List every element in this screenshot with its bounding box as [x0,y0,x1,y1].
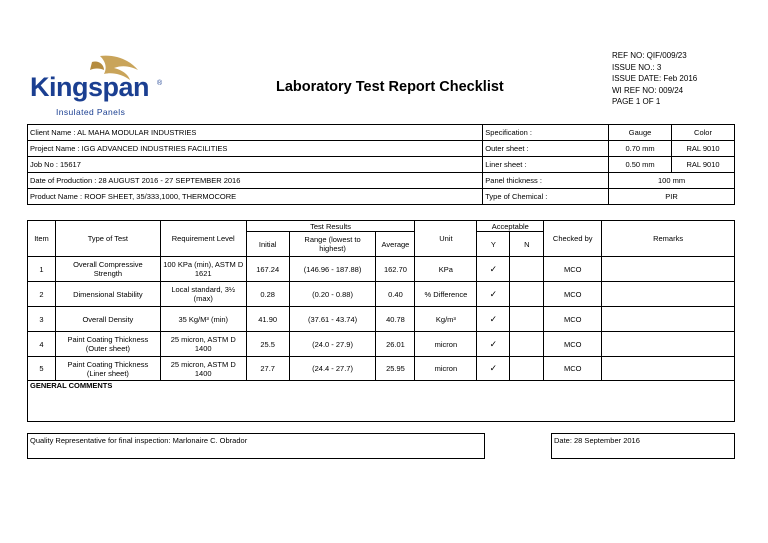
general-comments-box[interactable] [27,380,735,422]
row-type: Paint Coating Thickness (Liner sheet) [55,357,160,381]
row-type: Overall Compressive Strength [55,257,160,282]
panel-thickness-label: Panel thickness : [483,173,609,189]
row-initial: 0.28 [246,282,289,307]
liner-color: RAL 9010 [672,157,735,173]
product-name: Product Name : ROOF SHEET, 35/333,1000, THERMOCORE [28,189,483,205]
job-no: Job No : 15617 [28,157,483,173]
brand-tagline: Insulated Panels [56,107,126,117]
header-unit: Unit [415,221,477,257]
liner-sheet-label: Liner sheet : [483,157,609,173]
header-n: N [510,232,544,257]
row-item: 2 [28,282,56,307]
row-item: 5 [28,357,56,381]
table-row [28,357,735,381]
row-average: 162.70 [376,257,415,282]
date-of-production: Date of Production : 28 AUGUST 2016 - 27 SEPTEMBER 2016 [28,173,483,189]
header-requirement: Requirement Level [160,221,246,257]
row-check-n [510,357,544,381]
row-initial: 41.90 [246,307,289,332]
chemical-type-label: Type of Chemical : [483,189,609,205]
row-remarks [602,332,735,357]
chemical-type-value: PIR [609,189,735,205]
table-row [28,282,735,307]
row-range: (146.96 - 187.88) [289,257,376,282]
row-unit: Kg/m³ [415,307,477,332]
table-row [28,257,735,282]
brand-registered-mark: ® [157,80,163,87]
row-range: (37.61 - 43.74) [289,307,376,332]
brand-name: Kingspan [30,72,150,102]
table-row [28,307,735,332]
row-requirement: 25 micron, ASTM D 1400 [160,357,246,381]
reference-block [612,50,697,108]
row-check-y: ✓ [477,257,510,282]
row-range: (0.20 - 0.88) [289,282,376,307]
header-range: Range (lowest to highest) [289,232,376,257]
row-type: Dimensional Stability [55,282,160,307]
header-acceptable: Acceptable [477,221,544,232]
row-average: 0.40 [376,282,415,307]
row-unit: % Difference [415,282,477,307]
ref-no: REF NO: QIF/009/23 [612,51,687,60]
outer-gauge: 0.70 mm [609,141,672,157]
row-check-y: ✓ [477,307,510,332]
qa-representative-box[interactable] [27,433,485,459]
issue-no: ISSUE NO.: 3 [612,62,662,72]
header-average: Average [376,232,415,257]
header-item: Item [28,221,56,257]
row-average: 25.95 [376,357,415,381]
row-remarks [602,282,735,307]
general-comments-label: GENERAL COMMENTS [30,381,113,390]
row-item: 4 [28,332,56,357]
specification-label: Specification : [483,125,609,141]
row-initial: 25.5 [246,332,289,357]
row-check-n [510,332,544,357]
row-initial: 167.24 [246,257,289,282]
header-initial: Initial [246,232,289,257]
row-requirement: 25 micron, ASTM D 1400 [160,332,246,357]
date-box[interactable] [551,433,735,459]
row-check-n [510,282,544,307]
qa-representative: Quality Representative for final inspection: Marlonaire C. Obrador [30,436,248,445]
wi-ref-no: WI REF NO: 009/24 [612,85,684,95]
header-test-results: Test Results [246,221,415,232]
row-check-y: ✓ [477,282,510,307]
project-name: Project Name : IGG ADVANCED INDUSTRIES FACILITIES [28,141,483,157]
row-check-n [510,257,544,282]
panel-thickness-value: 100 mm [609,173,735,189]
row-range: (24.0 - 27.9) [289,332,376,357]
row-item: 3 [28,307,56,332]
signature-date: Date: 28 September 2016 [554,436,640,445]
row-checked-by: MCO [544,257,602,282]
row-checked-by: MCO [544,282,602,307]
client-name: Client Name : AL MAHA MODULAR INDUSTRIES [28,125,483,141]
header-type-of-test: Type of Test [55,221,160,257]
header-remarks: Remarks [602,221,735,257]
issue-date: ISSUE DATE: Feb 2016 [612,74,698,83]
row-average: 40.78 [376,307,415,332]
color-header: Color [672,125,735,141]
row-requirement: 100 KPa (min), ASTM D 1621 [160,257,246,282]
row-check-y: ✓ [477,332,510,357]
gauge-header: Gauge [609,125,672,141]
row-checked-by: MCO [544,307,602,332]
info-table [27,124,735,205]
row-type: Paint Coating Thickness (Outer sheet) [55,332,160,357]
row-remarks [602,357,735,381]
outer-sheet-label: Outer sheet : [483,141,609,157]
row-requirement: 35 Kg/M³ (min) [160,307,246,332]
row-remarks [602,257,735,282]
header-y: Y [477,232,510,257]
test-results-table [27,220,735,381]
row-remarks [602,307,735,332]
page-title: Laboratory Test Report Checklist [276,79,504,95]
row-check-n [510,307,544,332]
row-checked-by: MCO [544,332,602,357]
row-unit: KPa [415,257,477,282]
row-range: (24.4 - 27.7) [289,357,376,381]
row-unit: micron [415,332,477,357]
liner-gauge: 0.50 mm [609,157,672,173]
row-item: 1 [28,257,56,282]
page-number: PAGE 1 OF 1 [612,97,661,106]
row-requirement: Local standard, 3½ (max) [160,282,246,307]
table-row [28,332,735,357]
outer-color: RAL 9010 [672,141,735,157]
header-checked-by: Checked by [544,221,602,257]
row-unit: micron [415,357,477,381]
row-initial: 27.7 [246,357,289,381]
row-type: Overall Density [55,307,160,332]
row-check-y: ✓ [477,357,510,381]
row-checked-by: MCO [544,357,602,381]
row-average: 26.01 [376,332,415,357]
